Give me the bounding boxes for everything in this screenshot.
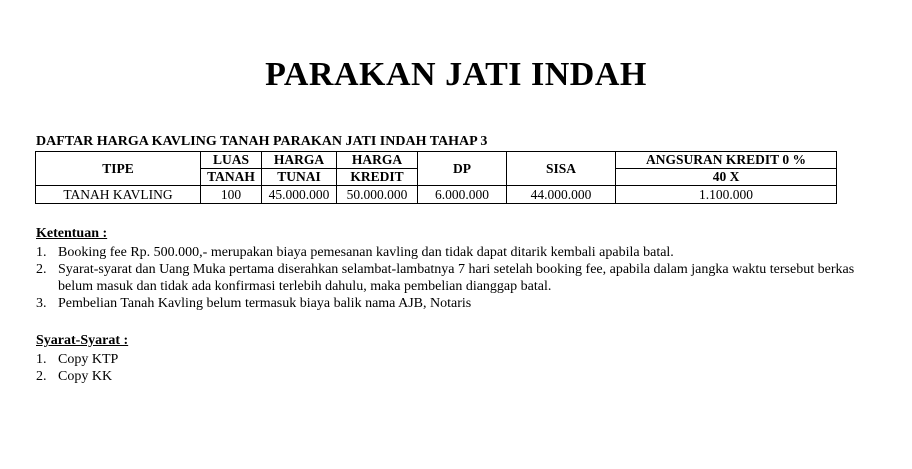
header-dp: DP [418,152,507,186]
list-item [36,351,876,368]
header-sisa: SISA [507,152,616,186]
cell-dp: 6.000.000 [418,186,507,204]
list-text: Booking fee Rp. 500.000,- merupakan biaya pemesanan kavling dan tidak dapat ditarik kembali apabila batal. [58,245,674,260]
list-item [36,244,876,261]
header-kredit-2: KREDIT [337,169,418,186]
list-text: Copy KK [58,369,113,384]
header-angsuran: ANGSURAN KREDIT 0 % [616,152,837,169]
table-row [36,186,837,204]
list-text: Syarat-syarat dan Uang Muka pertama diserahkan selambat-lambatnya 7 hari setelah booking fee, apabila dalam jangka waktu tersebut berkas belum masuk dan tidak ada konfirmasi terlebih dahulu, maka pembelian dianggap batal. [58,262,855,294]
list-item [36,368,876,385]
list-text: Pembelian Tanah Kavling belum termasuk biaya balik nama AJB, Notaris [58,296,472,311]
list-number: 2. [36,369,47,384]
list-item [36,261,876,295]
header-tipe: TIPE [36,152,201,186]
cell-tipe: TANAH KAVLING [36,186,201,204]
header-tunai-2: TUNAI [262,169,337,186]
header-luas-1: LUAS [201,152,262,169]
ketentuan-list [36,244,876,312]
list-number: 2. [36,262,47,277]
header-tunai-1: HARGA [262,152,337,169]
header-kredit-1: HARGA [337,152,418,169]
header-angsuran-sub: 40 X [616,169,837,186]
ketentuan-heading: Ketentuan : [36,226,108,241]
list-number: 3. [36,296,47,311]
header-luas-2: TANAH [201,169,262,186]
page-title: PARAKAN JATI INDAH [265,56,647,93]
list-number: 1. [36,352,47,367]
price-table [35,151,837,204]
syarat-heading: Syarat-Syarat : [36,333,129,348]
cell-luas: 100 [201,186,262,204]
cell-angsuran: 1.100.000 [616,186,837,204]
list-text: Copy KTP [58,352,119,367]
cell-sisa: 44.000.000 [507,186,616,204]
table-title: DAFTAR HARGA KAVLING TANAH PARAKAN JATI INDAH TAHAP 3 [36,134,488,149]
syarat-list [36,351,876,385]
list-item [36,295,876,312]
cell-kredit: 50.000.000 [337,186,418,204]
cell-tunai: 45.000.000 [262,186,337,204]
list-number: 1. [36,245,47,260]
